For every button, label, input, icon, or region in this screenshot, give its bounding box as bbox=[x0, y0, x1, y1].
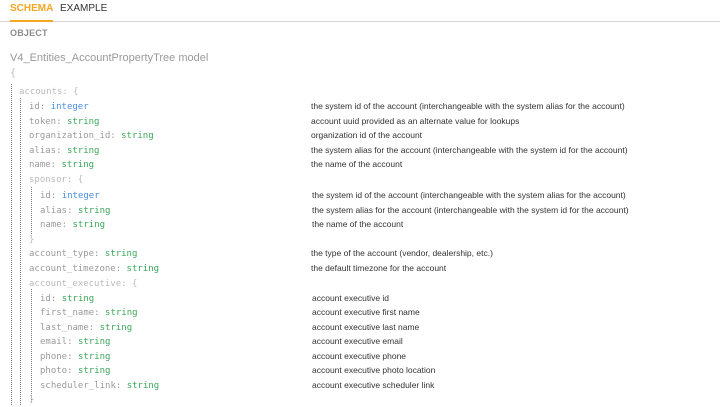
field-key: email: bbox=[40, 337, 78, 347]
sponsor-key: sponsor: { bbox=[29, 175, 84, 185]
account-executive-open bbox=[29, 276, 137, 290]
field-desc-account-type: the type of the account (vendor, dealership, etc.) bbox=[311, 248, 493, 258]
field-desc-id: the system id of the account (interchangeable with the system alias for the account) bbox=[311, 101, 625, 111]
field-key: id: bbox=[40, 294, 62, 304]
account-executive-key: account_executive: { bbox=[29, 279, 138, 289]
field-desc-token: account uuid provided as an alternate value for lookups bbox=[311, 116, 520, 126]
field-row-ae-phone bbox=[40, 349, 110, 363]
field-row-account-type bbox=[29, 246, 137, 260]
root-open-brace: { bbox=[10, 68, 17, 79]
tab-schema[interactable]: SCHEMA bbox=[10, 3, 53, 22]
field-type: string bbox=[61, 160, 95, 170]
model-title: V4_Entities_AccountPropertyTree model bbox=[10, 52, 209, 64]
field-key: phone: bbox=[40, 352, 78, 362]
accounts-open bbox=[19, 84, 79, 98]
tab-example[interactable]: EXAMPLE bbox=[60, 3, 108, 14]
field-key: first_name: bbox=[40, 308, 106, 318]
field-type: string bbox=[77, 206, 111, 216]
field-row-sponsor-name bbox=[40, 217, 105, 231]
field-type: string bbox=[104, 249, 138, 259]
accounts-key: accounts: { bbox=[19, 87, 79, 97]
field-type: string bbox=[126, 381, 160, 391]
field-type: string bbox=[61, 294, 95, 304]
field-key: id: bbox=[40, 191, 62, 201]
field-row-ae-scheduler-link bbox=[40, 378, 159, 392]
field-type: integer bbox=[61, 191, 100, 201]
account-executive-close bbox=[29, 392, 34, 406]
object-type-label: OBJECT bbox=[10, 28, 48, 38]
field-row-alias bbox=[29, 143, 99, 157]
field-key: organization_id: bbox=[29, 131, 122, 141]
field-row-account-timezone bbox=[29, 261, 159, 275]
tree-guide-accounts bbox=[20, 98, 21, 405]
field-desc-ae-scheduler-link: account executive scheduler link bbox=[312, 380, 435, 390]
field-desc-name: the name of the account bbox=[311, 159, 403, 169]
tree-guide-sponsor bbox=[31, 187, 32, 234]
field-type: string bbox=[72, 220, 106, 230]
field-type: string bbox=[99, 323, 133, 333]
close-brace: } bbox=[29, 235, 35, 245]
field-row-sponsor-id bbox=[40, 188, 100, 202]
field-key: account_timezone: bbox=[29, 264, 127, 274]
field-desc-organization-id: organization id of the account bbox=[311, 130, 423, 140]
field-type: string bbox=[77, 337, 111, 347]
field-type: string bbox=[126, 264, 160, 274]
field-desc-ae-phone: account executive phone bbox=[312, 351, 407, 361]
field-desc-ae-first-name: account executive first name bbox=[312, 307, 420, 317]
field-type: string bbox=[77, 352, 111, 362]
field-key: alias: bbox=[29, 146, 67, 156]
field-desc-ae-email: account executive email bbox=[312, 336, 403, 346]
field-row-ae-last-name bbox=[40, 320, 132, 334]
sponsor-close bbox=[29, 232, 34, 246]
field-key: scheduler_link: bbox=[40, 381, 127, 391]
field-type: string bbox=[66, 146, 100, 156]
field-key: photo: bbox=[40, 366, 78, 376]
field-row-ae-id bbox=[40, 291, 94, 305]
field-key: account_type: bbox=[29, 249, 105, 259]
field-desc-sponsor-name: the name of the account bbox=[312, 219, 404, 229]
field-row-id bbox=[29, 99, 89, 113]
field-desc-alias: the system alias for the account (interchangeable with the system id for the account) bbox=[311, 145, 628, 155]
field-key: token: bbox=[29, 117, 67, 127]
field-key: id: bbox=[29, 102, 51, 112]
field-desc-ae-photo: account executive photo location bbox=[312, 365, 436, 375]
field-desc-ae-last-name: account executive last name bbox=[312, 322, 420, 332]
field-row-token bbox=[29, 114, 99, 128]
field-row-sponsor-alias bbox=[40, 203, 110, 217]
close-brace: } bbox=[29, 395, 35, 405]
tree-guide-account-executive bbox=[31, 289, 32, 402]
field-row-name bbox=[29, 157, 94, 171]
field-key: name: bbox=[29, 160, 62, 170]
field-row-ae-email bbox=[40, 334, 110, 348]
tab-bar bbox=[0, 0, 720, 22]
field-desc-account-timezone: the default timezone for the account bbox=[311, 263, 447, 273]
field-key: name: bbox=[40, 220, 73, 230]
field-type: string bbox=[77, 366, 111, 376]
field-key: alias: bbox=[40, 206, 78, 216]
field-desc-sponsor-id: the system id of the account (interchangeable with the system alias for the account) bbox=[312, 190, 626, 200]
field-row-ae-first-name bbox=[40, 305, 138, 319]
field-key: last_name: bbox=[40, 323, 100, 333]
tree-guide-root bbox=[11, 84, 12, 405]
field-desc-ae-id: account executive id bbox=[312, 293, 390, 303]
field-row-ae-photo bbox=[40, 363, 110, 377]
field-type: integer bbox=[50, 102, 89, 112]
field-type: string bbox=[66, 117, 100, 127]
sponsor-open bbox=[29, 172, 83, 186]
field-type: string bbox=[121, 131, 154, 141]
field-type: string bbox=[105, 308, 138, 318]
field-desc-sponsor-alias: the system alias for the account (interchangeable with the system id for the account) bbox=[312, 205, 629, 215]
field-row-organization-id bbox=[29, 128, 154, 142]
